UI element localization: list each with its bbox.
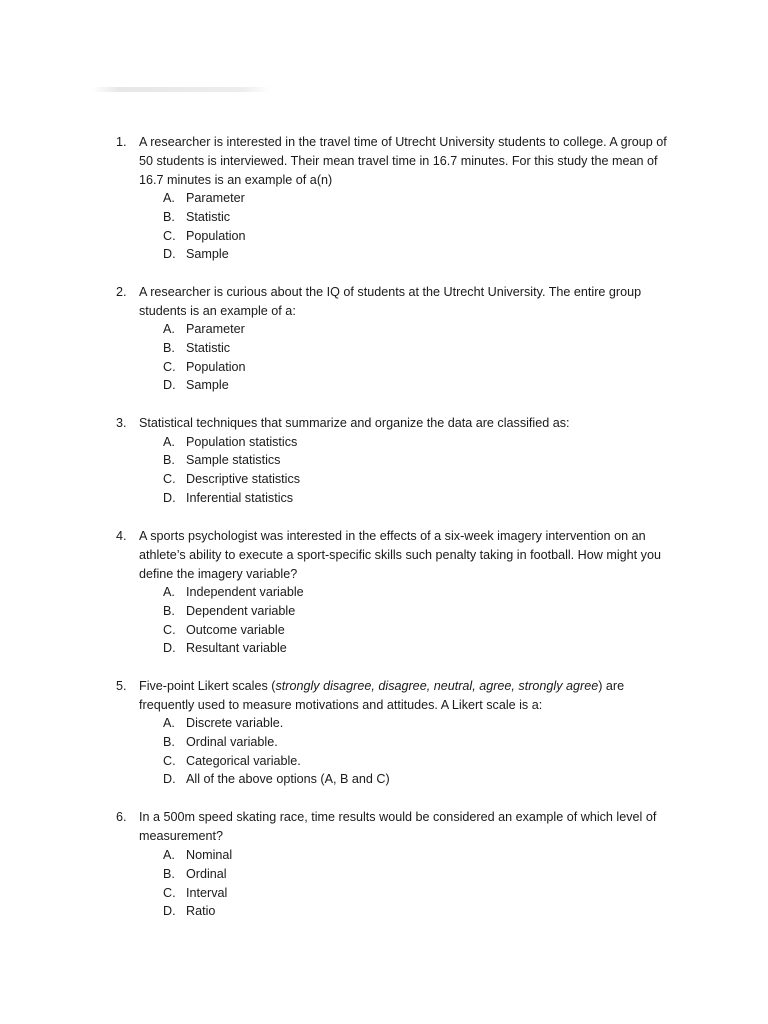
question-number: 5. — [116, 679, 127, 693]
option-letter: A. — [163, 585, 175, 599]
option-c — [0, 621, 768, 640]
question-number: 2. — [116, 285, 127, 299]
options-list — [0, 320, 768, 395]
option-letter: A. — [163, 191, 175, 205]
question-number: 1. — [116, 135, 127, 149]
option-text: Ratio — [186, 904, 216, 919]
question-text: A sports psychologist was interested in the effects of a six-week imagery intervention on an athlete’s ability to execute a sport-specific skills such penalty taking in football. How might you define the imagery variable? — [139, 529, 661, 581]
option-d — [0, 770, 768, 789]
option-text: Statistic — [186, 209, 231, 224]
options-list — [0, 433, 768, 508]
options-list — [0, 714, 768, 789]
question-number: 3. — [116, 416, 127, 430]
option-c — [0, 752, 768, 771]
option-b — [0, 451, 768, 470]
option-text: Categorical variable. — [186, 753, 301, 768]
option-text: Population — [186, 228, 246, 243]
option-letter: B. — [163, 209, 175, 224]
option-letter: B. — [163, 734, 175, 749]
option-text: Statistic — [186, 340, 231, 355]
question-number: 4. — [116, 529, 127, 543]
option-text: Nominal — [186, 848, 233, 862]
option-text: Discrete variable. — [186, 716, 284, 730]
option-b — [0, 208, 768, 227]
options-list — [0, 189, 768, 264]
option-text: Dependent variable — [186, 603, 296, 618]
option-d — [0, 639, 768, 658]
option-letter: A. — [163, 716, 175, 730]
question-text: A researcher is interested in the travel time of Utrecht University students to college. A group of 50 students is interviewed. Their mean travel time in 16.7 minutes. For this study the mean of 16.7 minutes is an example of a(n) — [139, 135, 667, 187]
option-b — [0, 339, 768, 358]
option-c — [0, 227, 768, 246]
option-text: Resultant variable — [186, 641, 287, 656]
options-list — [0, 583, 768, 658]
option-letter: D. — [163, 641, 176, 656]
option-text: Parameter — [186, 322, 245, 336]
option-letter: A. — [163, 322, 175, 336]
option-letter: C. — [163, 472, 176, 487]
option-text: Descriptive statistics — [186, 472, 301, 487]
option-text: Sample — [186, 378, 229, 393]
question-text: In a 500m speed skating race, time results would be considered an example of which level of measurement? — [139, 810, 657, 843]
option-letter: D. — [163, 904, 176, 919]
option-letter: C. — [163, 753, 176, 768]
option-text: Parameter — [186, 191, 245, 205]
option-text: Inferential statistics — [186, 490, 294, 505]
option-text: Population statistics — [186, 434, 298, 449]
faded-header-text — [92, 84, 270, 94]
option-text: Population — [186, 359, 246, 374]
option-letter: B. — [163, 453, 175, 468]
option-text: All of the above options (A, B and C) — [186, 772, 390, 787]
option-letter: B. — [163, 340, 175, 355]
option-letter: D. — [163, 772, 176, 787]
question-text: A researcher is curious about the IQ of students at the Utrecht University. The entire group students is an example of a: — [139, 285, 642, 318]
option-a — [0, 583, 768, 602]
option-a — [0, 189, 768, 208]
option-a — [0, 714, 768, 733]
question-text-italic: strongly disagree, disagree, neutral, agree, strongly agree — [275, 679, 599, 693]
option-text: Ordinal variable. — [186, 734, 278, 749]
option-letter: C. — [163, 885, 176, 900]
option-letter: D. — [163, 378, 176, 393]
options-list — [0, 846, 768, 921]
option-b — [0, 733, 768, 752]
option-letter: C. — [163, 622, 176, 637]
question-text-end: ) are frequently used to measure motivations and attitudes. A Likert scale is a: — [139, 679, 625, 712]
option-c — [0, 358, 768, 377]
option-letter: C. — [163, 359, 176, 374]
option-a — [0, 846, 768, 865]
option-letter: A. — [163, 434, 175, 449]
option-letter: C. — [163, 228, 176, 243]
option-letter: D. — [163, 490, 176, 505]
option-a — [0, 320, 768, 339]
option-a — [0, 433, 768, 452]
option-text: Sample statistics — [186, 453, 281, 468]
option-text: Outcome variable — [186, 622, 285, 637]
option-text: Independent variable — [186, 585, 304, 599]
question-text — [139, 677, 679, 715]
option-d — [0, 489, 768, 508]
option-c — [0, 884, 768, 903]
option-text: Interval — [186, 885, 228, 900]
question-number: 6. — [116, 810, 127, 824]
option-letter: B. — [163, 866, 175, 881]
option-d — [0, 902, 768, 921]
option-letter: B. — [163, 603, 175, 618]
option-c — [0, 470, 768, 489]
option-b — [0, 865, 768, 884]
option-letter: A. — [163, 848, 175, 862]
question-text: Statistical techniques that summarize and organize the data are classified as: — [139, 416, 570, 430]
option-d — [0, 376, 768, 395]
option-letter: D. — [163, 247, 176, 262]
option-d — [0, 245, 768, 264]
option-b — [0, 602, 768, 621]
faded-header-line — [92, 87, 270, 92]
option-text: Sample — [186, 247, 229, 262]
option-text: Ordinal — [186, 866, 227, 881]
question-text-start: Five-point Likert scales ( — [139, 679, 276, 693]
